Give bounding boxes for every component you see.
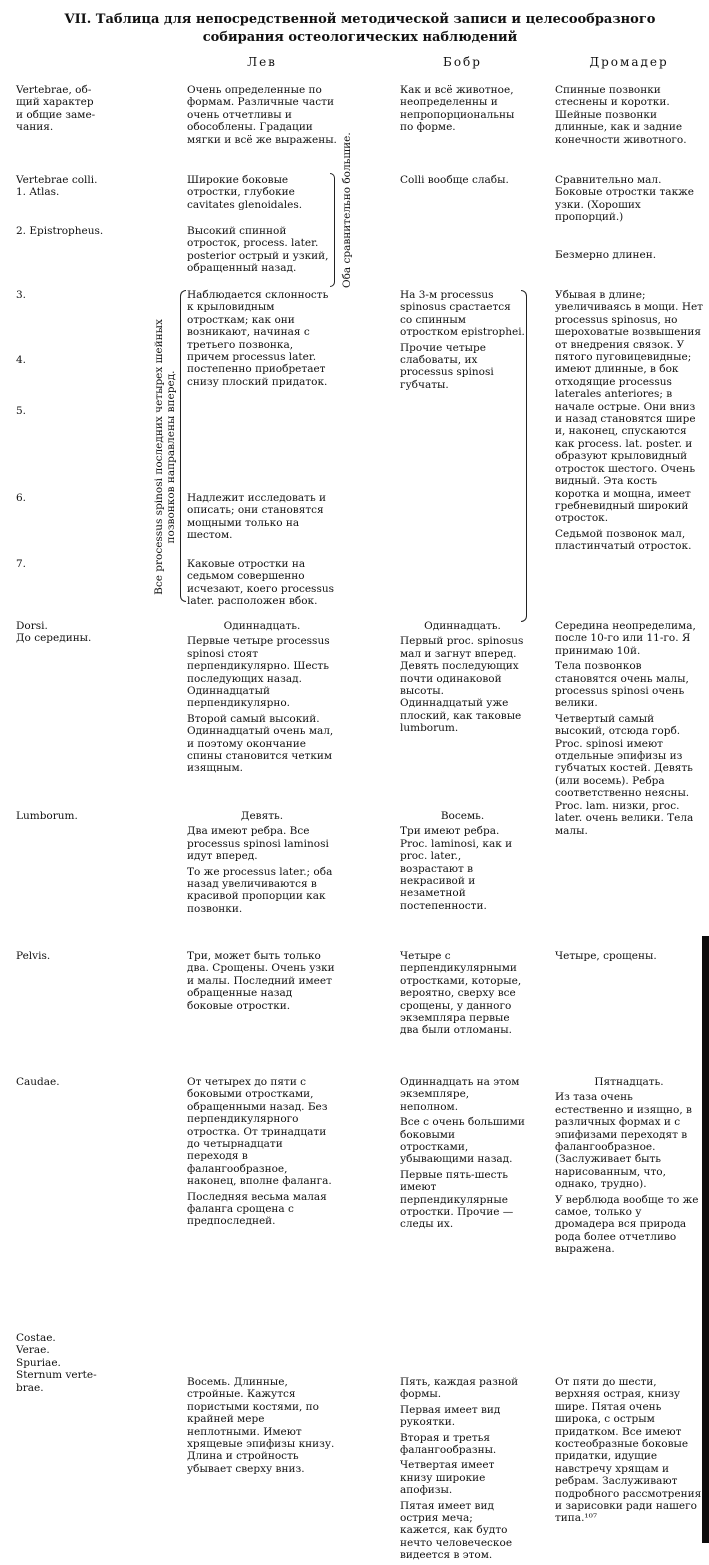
row-label-text: чания. <box>16 121 54 134</box>
row-label-text: 1. Atlas. <box>16 186 60 199</box>
camel-cell-colli <box>555 174 703 227</box>
camel-cell-text: Из таза очень естественно и изящно, в различных формах и с эпифизами переходят в фалангообразное. (Заслуживает быть нарисованным, что, однако, трудно). <box>555 1091 692 1191</box>
beaver-cell-lumborum <box>400 810 525 915</box>
camel-cell-text: У верблюда вообще то же самое, только у дромадера вся природа рода более отчетливо выражена. <box>555 1193 699 1256</box>
note-both-larger: Оба сравнительно большие. <box>341 132 353 288</box>
camel-cell-text: Спинные позвонки стеснены и коротки. Шейные позвонки длинные, как и задние конечности животного. <box>555 84 687 146</box>
beaver-cell-colli <box>400 174 525 189</box>
lion-cell-lumborum <box>187 810 337 918</box>
lion-cell-text: Два имеют ребра. Все processus spinosi laminosi идут вперед. <box>187 825 329 863</box>
beaver-cell-text: Как и всё животное, неопределенны и непропорциональны по форме. <box>400 84 515 134</box>
row-label-text: и общие заме- <box>16 108 96 121</box>
beaver-cell-text: На 3-м processus spinosus срастается со спинным отростком epistrophei. <box>400 289 525 339</box>
row-label-text: 2. Epistropheus. <box>16 225 104 237</box>
camel-cell-text: Убывая в длине; увеличиваясь в мощи. Нет processus spinosus, но шероховатые возвышения от внедрения связок. У пятого пуговицевидные; имеют длинные, в бок отходящие processus laterales anteriores; в начале острые. Они вниз и назад становятся шире и, наконец, спускаются как process. lat. poster. и образуют крыловидный отросток шестого. Очень видный. Эта кость коротка и мощна, имеет гребневидный широкий отросток. <box>555 289 703 525</box>
beaver-cell-caudae <box>400 1076 525 1234</box>
lion-cell-sternum <box>187 1376 337 1478</box>
lion-cell-dorsi <box>187 620 337 778</box>
lion-cell-text: Девять. <box>240 810 284 822</box>
row-label-text: Vertebrae, об- <box>16 84 92 96</box>
column-header-beaver: Бобр <box>443 55 482 69</box>
row-label-v3 <box>16 289 166 301</box>
beaver-cell-text: Первые пять-шесть имеют перпендикулярные отростки. Прочие — следы их. <box>400 1168 514 1231</box>
brace-cervical-beaver <box>521 290 527 622</box>
lion-cell-text: Второй самый высокий. Одиннадцатый очень мал, и поэтому окончание спины становится четким изящным. <box>187 712 334 775</box>
row-label-pelvis <box>16 950 166 962</box>
lion-cell-text: От четырех до пяти с боковыми отростками, обращенными назад. Без перпендикулярного отростка. От тринадцати до четырнадцати переходя в фалангообразное, наконец, вполне фаланга. <box>187 1076 332 1188</box>
row-label-text: 5. <box>16 405 27 417</box>
lion-cell-text: Одиннадцать. <box>223 620 301 632</box>
row-label-text: Caudae. <box>16 1076 60 1088</box>
beaver-cell-text: Все с очень большими боковыми отростками, убывающими назад. <box>400 1116 525 1166</box>
lion-cell-text: Три, может быть только два. Срощены. Очень узки и малы. Последний имеет обращенные назад боковые отростки. <box>187 950 335 1012</box>
lion-cell-text: Восемь. Длинные, стройные. Кажутся пористыми костями, по крайней мере неплотными. Имеют хрящевые эпифизы книзу. Длина и стройность убывает сверху вниз. <box>187 1376 335 1475</box>
lion-cell-text: Широкие боковые отростки, глубокие cavitates glenoidales. <box>187 174 303 211</box>
camel-cell-pelvis <box>555 950 703 965</box>
row-label-v7 <box>16 558 166 570</box>
row-label-epistropheus <box>16 225 166 237</box>
lion-cell-pelvis <box>187 950 337 1015</box>
note-spinosi-line1: Все processus spinosi последних четырех шейных <box>153 319 165 595</box>
lion-cell-epistropheus <box>187 225 337 278</box>
lion-cell-caudae <box>187 1076 337 1231</box>
camel-cell-text: Четвертый самый высокий, отсюда горб. Proc. spinosi имеют отдельные эпифизы из губчатых костей. Девять (или восемь). Ребра соответственно неясны. Proc. lam. низки, proc. later. очень велики. Тела малы. <box>555 712 694 837</box>
beaver-cell-sternum <box>400 1376 525 1565</box>
lion-cell-text: Высокий спинной отросток, process. later. posterior острый и узкий, обращенный назад. <box>187 225 329 275</box>
row-label-v5 <box>16 405 166 417</box>
camel-cell-text: Безмерно длинен. <box>555 249 657 261</box>
beaver-cell-text: Одиннадцать на этом экземпляре, неполном. <box>400 1076 520 1113</box>
row-label-v4 <box>16 354 166 366</box>
row-label-vertebrae <box>16 84 166 134</box>
camel-cell-text: Седьмой позвонок мал, пластинчатый отросток. <box>555 527 692 553</box>
row-label-text: Sternum verte- <box>16 1369 97 1382</box>
row-label-text: 4. <box>16 354 27 366</box>
camel-cell-text: От пяти до шести, верхняя острая, книзу шире. Пятая очень широка, с острым придатком. Все имеют костеобразные боковые придатки, идущие навстречу хрящам и ребрам. Заслуживают подробного рассмотрения и зарисовки ради нашего типа.¹⁰⁷ <box>555 1376 702 1525</box>
beaver-cell-text: Пять, каждая разной формы. <box>400 1376 519 1401</box>
beaver-cell-text: Вторая и третья фалангообразны. <box>400 1431 497 1457</box>
camel-cell-vertebrae <box>555 84 703 149</box>
lion-cell-v7 <box>187 558 337 611</box>
row-label-text: brae. <box>16 1381 44 1394</box>
note-spinosi-line2: позвонков направлены вперед. <box>165 370 177 544</box>
row-label-dorsi <box>16 620 166 645</box>
camel-cell-sternum <box>555 1376 703 1528</box>
camel-cell-v3 <box>555 289 703 556</box>
lion-cell-text: Каковые отростки на седьмом совершенно исчезают, коего processus later. расположен вбок. <box>187 558 334 608</box>
column-header-lion: Лев <box>247 55 277 69</box>
camel-cell-text: Четыре, срощены. <box>555 950 657 962</box>
row-label-v6 <box>16 492 166 504</box>
lion-cell-text: Надлежит исследовать и описать; они становятся мощными только на шестом. <box>187 492 327 542</box>
row-label-text: щий характер <box>16 96 94 109</box>
beaver-cell-text: Пятая имеет вид острия меча; кажется, как будто нечто человеческое видеется в этом. <box>400 1499 513 1562</box>
note-spinosi-forward <box>153 287 177 627</box>
page-title-line2: собирания остеологических наблюдений <box>202 30 518 45</box>
row-label-colli <box>16 174 166 199</box>
camel-cell-camel-epistropheus <box>555 249 703 264</box>
row-label-text: Vertebrae colli. <box>16 174 98 186</box>
column-header-camel: Дромадер <box>589 55 669 69</box>
row-label-text: До середины. <box>16 632 92 645</box>
row-label-text: Pelvis. <box>16 950 51 962</box>
row-label-caudae <box>16 1076 166 1088</box>
lion-cell-v6 <box>187 492 337 545</box>
beaver-cell-vertebrae <box>400 84 525 137</box>
row-label-text: Spuriae. <box>16 1356 61 1369</box>
beaver-cell-text: Четвертая имеет книзу широкие апофизы. <box>400 1459 495 1497</box>
row-label-text: Verae. <box>16 1344 50 1357</box>
row-label-text: Lumborum. <box>16 810 78 822</box>
beaver-cell-text: Одиннадцать. <box>424 620 501 632</box>
row-label-text: 3. <box>16 289 27 301</box>
camel-cell-text: Середина неопределима, после 10-го или 11-го. Я принимаю 10й. <box>555 620 696 657</box>
beaver-cell-pelvis <box>400 950 525 1040</box>
beaver-cell-text: Первая имеет вид рукоятки. <box>400 1403 501 1429</box>
camel-cell-caudae <box>555 1076 703 1259</box>
row-label-lumborum <box>16 810 166 822</box>
camel-cell-text: Тела позвонков становятся очень малы, processus spinosi очень велики. <box>555 660 689 710</box>
row-label-costae <box>16 1332 166 1394</box>
beaver-cell-text: Прочие четыре слабоваты, их processus spinosi губчаты. <box>400 341 494 391</box>
page-title-line1: VII. Таблица для непосредственной методической записи и целесообразного <box>64 12 656 27</box>
lion-cell-text: Очень определенные по формам. Различные части очень отчетливы и обособлены. Градации мягки и всё же выражены. <box>187 84 337 146</box>
lion-cell-v3 <box>187 289 337 391</box>
lion-cell-colli <box>187 174 337 214</box>
brace-cervical-lion <box>180 290 186 602</box>
beaver-cell-text: Первый proc. spinosus мал и загнут вперед. Девять последующих почти одинаковой высоты. Одиннадцатый уже плоский, как таковые lumborum. <box>400 635 524 735</box>
row-label-text: 7. <box>16 558 27 570</box>
beaver-cell-dorsi <box>400 620 525 738</box>
lion-cell-text: Наблюдается склонность к крыловидным отросткам; как они возникают, начиная с третьего позвонка, причем processus later. постепенно приобретает снизу плоский придаток. <box>187 289 329 388</box>
beaver-cell-text: Три имеют ребра. Proc. laminosi, как и proc. later., возрастают в некрасивой и незаметной постепенности. <box>400 825 513 912</box>
scan-edge-bar <box>702 936 709 1543</box>
lion-cell-text: Первые четыре processus spinosi стоят перпендикулярно. Шесть последующих назад. Одиннадцатый перпендикулярно. <box>187 635 330 710</box>
row-label-text: 6. <box>16 492 27 504</box>
camel-cell-dorsi <box>555 620 703 840</box>
camel-cell-text: Пятнадцать. <box>594 1076 664 1088</box>
row-label-text: Dorsi. <box>16 620 48 632</box>
lion-cell-vertebrae <box>187 84 337 149</box>
beaver-cell-text: Colli вообще слабы. <box>400 174 509 186</box>
row-label-text: Costae. <box>16 1332 56 1344</box>
beaver-cell-text: Четыре с перпендикулярными отростками, которые, вероятно, сверху все срощены, у данного экземпляра первые два были отломаны. <box>400 950 522 1037</box>
brace-both-larger <box>330 173 335 287</box>
lion-cell-text: То же processus later.; оба назад увеличиваются в красивой пропорции как позвонки. <box>187 865 333 915</box>
beaver-cell-v3 <box>400 289 525 394</box>
beaver-cell-text: Восемь. <box>440 810 485 822</box>
camel-cell-text: Сравнительно мал. Боковые отростки также узки. (Хороших пропорций.) <box>555 174 695 224</box>
lion-cell-text: Последняя весьма малая фаланга срощена с предпоследней. <box>187 1190 327 1228</box>
